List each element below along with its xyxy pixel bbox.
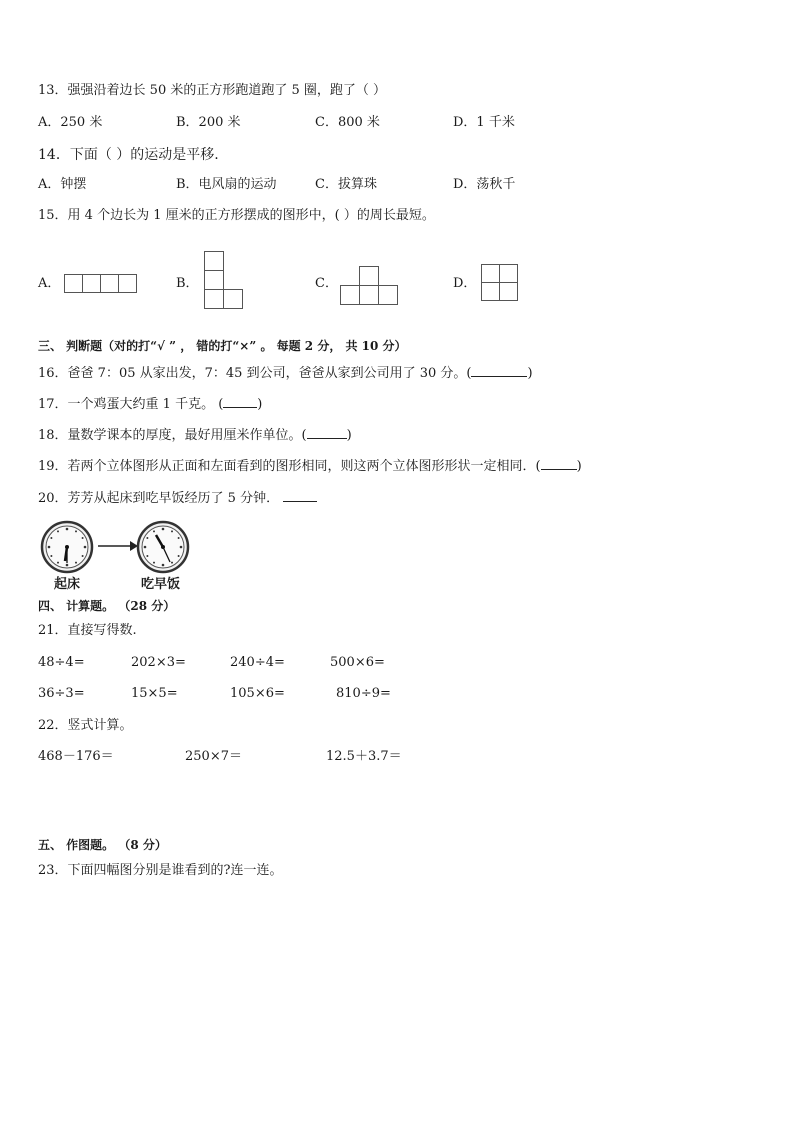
q21-item: 105×6= bbox=[230, 686, 285, 701]
q21-item: 500×6= bbox=[330, 655, 385, 670]
clock-breakfast bbox=[136, 520, 192, 574]
q22-item: 468－176＝ bbox=[38, 749, 114, 764]
q21-item: 810÷9= bbox=[336, 686, 391, 701]
q15-figure-a bbox=[64, 274, 140, 294]
clock-wake-up-caption: 起床 bbox=[54, 577, 81, 592]
q14-option-b: B．电风扇的运动 bbox=[176, 177, 277, 192]
q15-stem: 15．用 4 个边长为 1 厘米的正方形摆成的图形中，( ）的周长最短。 bbox=[38, 208, 435, 223]
q21-item: 202×3= bbox=[131, 655, 186, 670]
q22-item: 12.5＋3.7＝ bbox=[326, 749, 402, 764]
q19-answer-blank[interactable] bbox=[541, 457, 577, 470]
q17-text: 17．一个鸡蛋大约重 1 千克。 ( bbox=[38, 397, 224, 412]
q13-option-a: A．250 米 bbox=[38, 115, 103, 130]
q16-paren: ) bbox=[527, 366, 533, 381]
q16 bbox=[38, 364, 533, 383]
q17-answer-blank[interactable] bbox=[223, 395, 257, 408]
section-3-heading: 三、 判断题（对的打“√ ” ， 错的打“×” 。 每题 2 分， 共 10 分） bbox=[38, 339, 407, 353]
q14-stem: 14．下面（ ）的运动是平移. bbox=[38, 147, 219, 163]
q18-text: 18．量数学课本的厚度，最好用厘米作单位。( bbox=[38, 428, 307, 443]
q21-stem: 21．直接写得数. bbox=[38, 623, 137, 638]
q21-item: 15×5= bbox=[131, 686, 178, 701]
q14-option-a: A．钟摆 bbox=[38, 177, 87, 192]
q17-paren: ) bbox=[257, 397, 263, 412]
q15-label-a: A． bbox=[38, 276, 61, 291]
q23-stem: 23．下面四幅图分别是谁看到的?连一连。 bbox=[38, 863, 283, 878]
q19 bbox=[38, 457, 582, 476]
q13-option-d: D．1 千米 bbox=[453, 115, 515, 130]
section-5-heading: 五、 作图题。 （8 分） bbox=[38, 838, 167, 852]
q19-text: 19．若两个立体图形从正面和左面看到的图形相同，则这两个立体图形形状一定相同．( bbox=[38, 459, 541, 474]
q19-paren: ) bbox=[576, 459, 582, 474]
q15-figure-c bbox=[340, 266, 400, 306]
q22-stem: 22．竖式计算。 bbox=[38, 718, 133, 733]
q15-label-c: C． bbox=[315, 276, 338, 291]
q16-answer-blank[interactable] bbox=[471, 364, 527, 377]
arrow-icon bbox=[98, 539, 138, 553]
q17 bbox=[38, 395, 262, 414]
q21-item: 240÷4= bbox=[230, 655, 285, 670]
q15-figure-d bbox=[481, 264, 521, 304]
q18-answer-blank[interactable] bbox=[307, 426, 347, 439]
q15-figure-b bbox=[204, 251, 246, 309]
q14-option-c: C．拔算珠 bbox=[315, 177, 377, 192]
q18 bbox=[38, 426, 352, 445]
clock-wake-up bbox=[40, 520, 96, 574]
q20 bbox=[38, 489, 317, 508]
q21-item: 36÷3= bbox=[38, 686, 85, 701]
q20-text: 20．芳芳从起床到吃早饭经历了 5 分钟． bbox=[38, 491, 280, 506]
q22-item: 250×7＝ bbox=[185, 749, 242, 764]
q13-option-c: C．800 米 bbox=[315, 115, 380, 130]
q18-paren: ) bbox=[346, 428, 352, 443]
section-4-heading: 四、 计算题。 （28 分） bbox=[38, 599, 176, 613]
q15-label-d: D． bbox=[453, 276, 477, 291]
q13-stem: 13．强强沿着边长 50 米的正方形跑道跑了 5 圈，跑了（ ） bbox=[38, 83, 387, 98]
q16-text: 16．爸爸 7：05 从家出发，7：45 到公司，爸爸从家到公司用了 30 分。( bbox=[38, 366, 472, 381]
clock-breakfast-caption: 吃早饭 bbox=[141, 577, 181, 592]
q13-option-b: B．200 米 bbox=[176, 115, 241, 130]
q20-answer-blank[interactable] bbox=[283, 489, 317, 502]
q15-label-b: B． bbox=[176, 276, 199, 291]
q14-option-d: D．荡秋千 bbox=[453, 177, 516, 192]
q21-item: 48÷4= bbox=[38, 655, 85, 670]
